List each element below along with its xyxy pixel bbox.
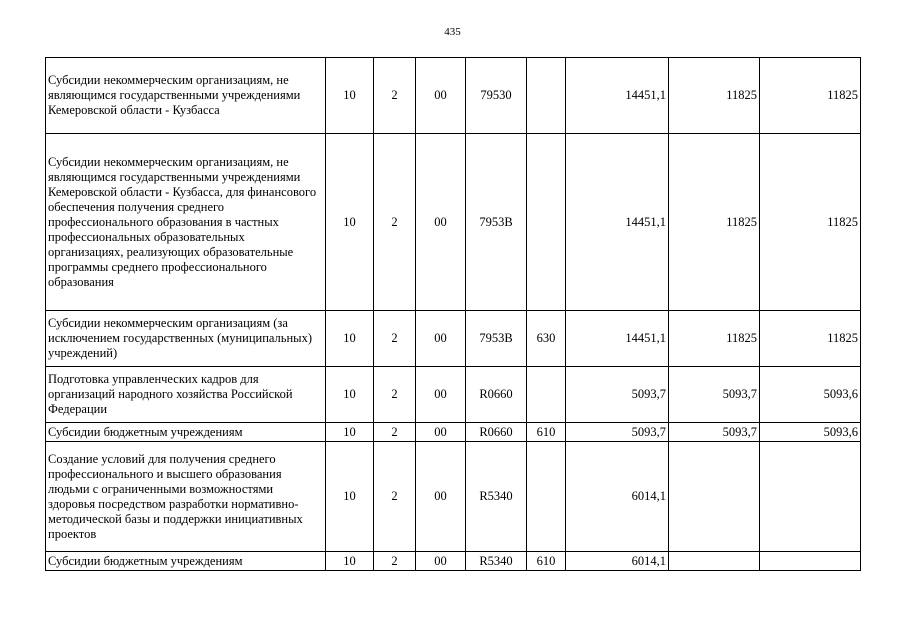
- table-row: [46, 58, 861, 134]
- row-name: Субсидии некоммерческим организациям, не являющимся государственными учреждениями Кемеровской области - Кузбасса: [46, 58, 326, 134]
- section-code: 10: [326, 58, 374, 134]
- target-article-code: 7953В: [466, 311, 527, 367]
- amount-year-2: 11825: [669, 134, 760, 311]
- table-row: [46, 423, 861, 442]
- program-code: 00: [416, 58, 466, 134]
- amount-year-2: [669, 552, 760, 571]
- amount-year-1: 14451,1: [566, 311, 669, 367]
- program-code: 00: [416, 134, 466, 311]
- expense-type-code: [527, 134, 566, 311]
- row-name: Субсидии некоммерческим организациям (за исключением государственных (муниципальных) учреждений): [46, 311, 326, 367]
- amount-year-1: 5093,7: [566, 367, 669, 423]
- row-name: Субсидии бюджетным учреждениям: [46, 552, 326, 571]
- target-article-code: 7953В: [466, 134, 527, 311]
- section-code: 10: [326, 367, 374, 423]
- expense-type-code: [527, 58, 566, 134]
- target-article-code: R0660: [466, 367, 527, 423]
- amount-year-1: 6014,1: [566, 552, 669, 571]
- amount-year-2: 11825: [669, 311, 760, 367]
- amount-year-2: 11825: [669, 58, 760, 134]
- subsection-code: 2: [374, 58, 416, 134]
- page-number: 435: [444, 26, 461, 38]
- table-row: [46, 367, 861, 423]
- amount-year-1: 5093,7: [566, 423, 669, 442]
- amount-year-3: 5093,6: [760, 367, 861, 423]
- amount-year-3: 11825: [760, 134, 861, 311]
- amount-year-1: 6014,1: [566, 442, 669, 552]
- target-article-code: R5340: [466, 552, 527, 571]
- amount-year-2: 5093,7: [669, 423, 760, 442]
- program-code: 00: [416, 367, 466, 423]
- expense-type-code: 630: [527, 311, 566, 367]
- target-article-code: R0660: [466, 423, 527, 442]
- program-code: 00: [416, 552, 466, 571]
- subsection-code: 2: [374, 423, 416, 442]
- table-row: [46, 442, 861, 552]
- subsection-code: 2: [374, 442, 416, 552]
- expense-type-code: 610: [527, 423, 566, 442]
- expense-type-code: [527, 442, 566, 552]
- target-article-code: R5340: [466, 442, 527, 552]
- subsection-code: 2: [374, 552, 416, 571]
- section-code: 10: [326, 552, 374, 571]
- table-row: [46, 552, 861, 571]
- row-name: Субсидии бюджетным учреждениям: [46, 423, 326, 442]
- row-name: Субсидии некоммерческим организациям, не являющимся государственными учреждениями Кемеровской области - Кузбасса, для финансового обеспечения получения среднего профессионального образования в частных профессиональных образовательных организациях, реализующих образовательные программы среднего профессионального образования: [46, 134, 326, 311]
- amount-year-3: [760, 552, 861, 571]
- amount-year-3: [760, 442, 861, 552]
- row-name: Подготовка управленческих кадров для организаций народного хозяйства Российской Федерации: [46, 367, 326, 423]
- section-code: 10: [326, 134, 374, 311]
- amount-year-3: 11825: [760, 58, 861, 134]
- amount-year-3: 11825: [760, 311, 861, 367]
- amount-year-2: [669, 442, 760, 552]
- subsection-code: 2: [374, 311, 416, 367]
- amount-year-2: 5093,7: [669, 367, 760, 423]
- program-code: 00: [416, 442, 466, 552]
- table-row: [46, 134, 861, 311]
- target-article-code: 79530: [466, 58, 527, 134]
- subsection-code: 2: [374, 134, 416, 311]
- section-code: 10: [326, 423, 374, 442]
- section-code: 10: [326, 311, 374, 367]
- amount-year-3: 5093,6: [760, 423, 861, 442]
- amount-year-1: 14451,1: [566, 134, 669, 311]
- section-code: 10: [326, 442, 374, 552]
- budget-table: [45, 57, 861, 571]
- table-row: [46, 311, 861, 367]
- row-name: Создание условий для получения среднего профессионального и высшего образования людьми с ограниченными возможностями здоровья посредством разработки нормативно-методической базы и поддержки инициативных проектов: [46, 442, 326, 552]
- expense-type-code: 610: [527, 552, 566, 571]
- expense-type-code: [527, 367, 566, 423]
- program-code: 00: [416, 423, 466, 442]
- subsection-code: 2: [374, 367, 416, 423]
- program-code: 00: [416, 311, 466, 367]
- amount-year-1: 14451,1: [566, 58, 669, 134]
